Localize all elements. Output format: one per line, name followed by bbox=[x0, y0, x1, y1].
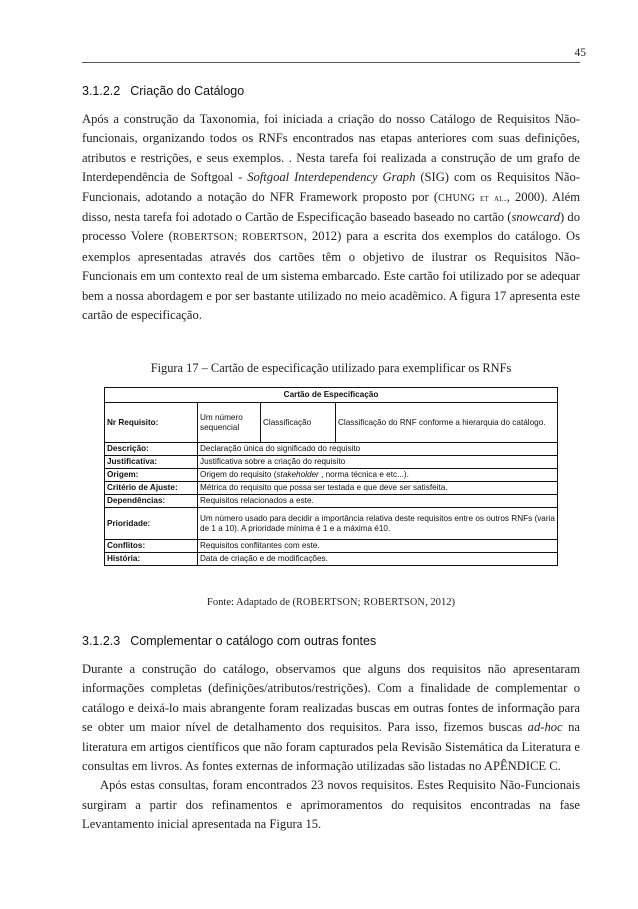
text-run: (SIG) com os Requisitos Não-Funcionais, adotando a notação do NFR Framework proposto por ( bbox=[82, 170, 580, 204]
citation: ROBERTSON; ROBERTSON bbox=[296, 597, 426, 608]
row-key: Dependências: bbox=[105, 495, 198, 508]
text-run: ) do processo Volere ( bbox=[82, 210, 580, 244]
classificacao-label: Classificação bbox=[261, 403, 336, 443]
table-title: Cartão de Especificação bbox=[105, 388, 558, 403]
section-title: Complementar o catálogo com outras fontes bbox=[130, 634, 377, 648]
section-title: Criação do Catálogo bbox=[130, 84, 245, 98]
row-value: Um número usado para decidir a importância relativa deste requisitos entre os outros RNFs (varia de 1 a 10). A prioridade mínima é 1 e a máxima é10. bbox=[198, 508, 558, 540]
citation: CHUNG et al. bbox=[438, 192, 507, 204]
text-run: Fonte: Adaptado de ( bbox=[206, 597, 297, 608]
text-run-italic: Softgoal Interdependency Graph bbox=[247, 170, 416, 185]
header-rule bbox=[82, 62, 580, 63]
section-heading-3-1-2-3 bbox=[82, 634, 376, 648]
classificacao-value: Classificação do RNF conforme a hierarquia do catálogo. bbox=[336, 403, 558, 443]
section-number: 3.1.2.3 bbox=[82, 634, 121, 648]
figure-source bbox=[82, 597, 580, 608]
row-key: História: bbox=[105, 553, 198, 566]
text-run: Origem do requisito ( bbox=[200, 470, 277, 479]
paragraph-novos-requisitos: Após estas consultas, foram encontrados 23 novos requisitos. Estes Requisito Não-Funcionais surgiram a partir dos refinamentos e aprimoramentos do requisitos encontradas na fase Levantamento inicial apresentada na Figura 15. bbox=[82, 778, 580, 832]
row-key: Origem: bbox=[105, 469, 198, 482]
page-number: 45 bbox=[574, 47, 586, 59]
section-heading-3-1-2-2 bbox=[82, 84, 244, 98]
section-number: 3.1.2.2 bbox=[82, 84, 121, 98]
row-value: Requisitos relacionados a este. bbox=[198, 495, 558, 508]
specification-card-table bbox=[104, 387, 558, 566]
text-run: na literatura em artigos científicos que não foram capturados pela Revisão Sistemática da Literatura e consultas em livros. As fontes externas de informação utilizadas são listadas no APÊNDICE C. bbox=[82, 720, 580, 774]
text-run: , 2012) bbox=[425, 597, 456, 608]
row-key: Justificativa: bbox=[105, 456, 198, 469]
row-value bbox=[198, 469, 558, 482]
figure-caption: Figura 17 – Cartão de especificação utilizado para exemplificar os RNFs bbox=[150, 361, 512, 375]
citation: ROBERTSON; ROBERTSON bbox=[172, 232, 304, 244]
text-run: , 2000). Além disso, nesta tarefa foi adotado o Cartão de Especificação baseado baseado no cartão ( bbox=[82, 189, 580, 225]
row-value: Data de criação e de modificações. bbox=[198, 553, 558, 566]
text-run-italic: snowcard bbox=[511, 210, 560, 225]
text-run: Após a construção da Taxonomia, foi iniciada a criação do nosso Catálogo de Requisitos Não-funcionais, organizando todos os RNFs encontrados nas etapas anteriores com suas definições, atributos e restrições, e seus exemplos. . Nesta tarefa foi realizada a construção de um grafo de Interdependência de Softgoal - bbox=[82, 112, 580, 185]
row-value: Requisitos conflitantes com este. bbox=[198, 540, 558, 553]
text-run-italic: stakeholder bbox=[276, 470, 319, 479]
paragraph-complementar-catalogo bbox=[82, 660, 580, 835]
row-key: Descrição: bbox=[105, 443, 198, 456]
row-value: Declaração única do significado do requisito bbox=[198, 443, 558, 456]
row-value: Métrica do requisito que possa ser testada e que deve ser satisfeita. bbox=[198, 482, 558, 495]
row-key: Critério de Ajuste: bbox=[105, 482, 198, 495]
text-run: , norma técnica e etc...). bbox=[318, 470, 409, 479]
text-run: , 2012) para a escrita dos exemplos do catálogo. Os exemplos apresentadas através dos cartões têm o objetivo de ilustrar os Requisitos Não-Funcionais em um contexto real de um sistema embarcado. Este cartão foi utilizado por se adequar bem a nossa abordagem e por ser bastante utilizado no meio acadêmico. A figura 17 apresenta este cartão de especificação. bbox=[82, 229, 581, 323]
text-run: Durante a construção do catálogo, observamos que alguns dos requisitos não apresentaram informações completas (definições/atributos/restrições). Com a finalidade de complementar o catálogo e deixá-lo mais abrangente foram realizadas buscas em outras fontes de informação para se obter um maior nível de detalhamento dos requisitos. Para isso, fizemos buscas bbox=[82, 662, 580, 735]
nr-requisito-label: Nr Requisito: bbox=[105, 403, 198, 443]
row-key: Conflitos: bbox=[105, 540, 198, 553]
row-value: Justificativa sobre a criação do requisito bbox=[198, 456, 558, 469]
text-run-italic: ad-hoc bbox=[527, 720, 563, 735]
row-key: Prioridade: bbox=[105, 508, 198, 540]
nr-requisito-value: Um número sequencial bbox=[198, 403, 261, 443]
paragraph-criacao-catalogo bbox=[82, 110, 580, 325]
